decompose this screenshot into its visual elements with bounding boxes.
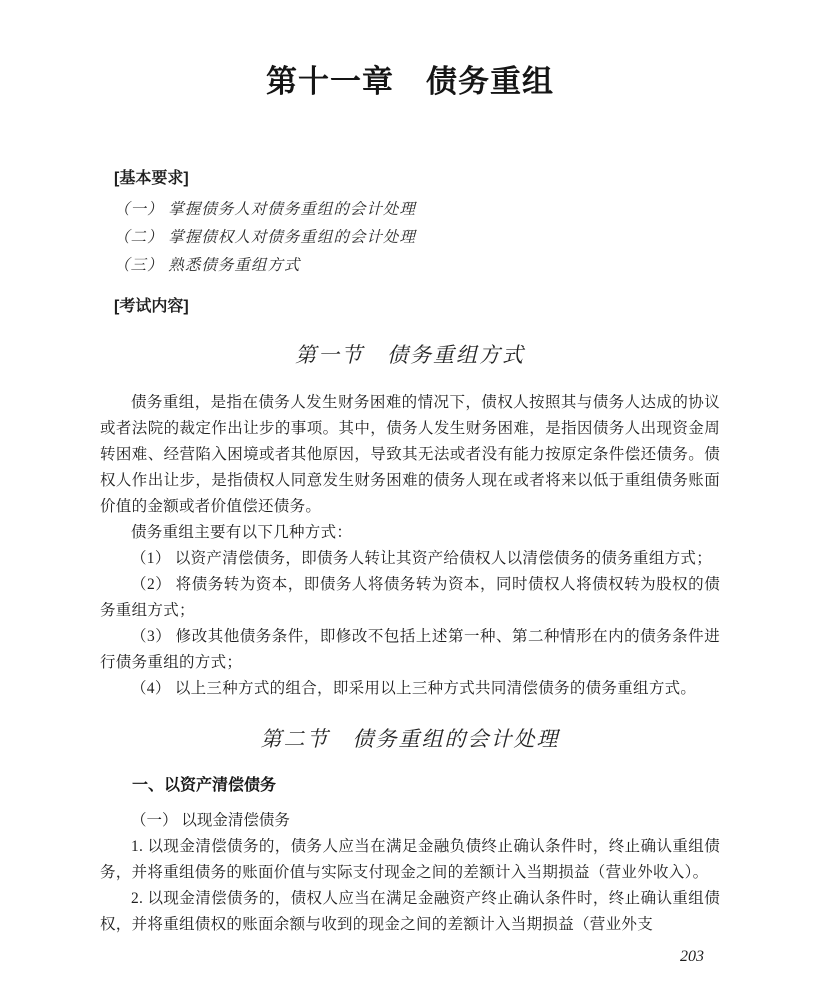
list-paragraph: （2） 将债务转为资本，即债务人将债务转为资本，同时债权人将债权转为股权的债务重组方式； [100, 576, 720, 619]
section-2-title: 第二节 债务重组的会计处理 [260, 727, 560, 751]
basic-requirements-list [114, 196, 720, 280]
subsection-1-heading: 一、以资产清偿债务 [132, 777, 277, 794]
list-paragraph: （3） 修改其他债务条件，即修改不包括上述第一种、第二种情形在内的债务条件进行债务重组的方式； [100, 628, 720, 671]
requirement-item: （一） 掌握债务人对债务重组的会计处理 [114, 201, 416, 218]
list-paragraph: （4） 以上三种方式的组合，即采用以上三种方式共同清偿债务的债务重组方式。 [131, 680, 697, 697]
section-1-title: 第一节 债务重组方式 [295, 343, 525, 367]
exam-content-label: [考试内容] [114, 298, 189, 315]
requirement-item: （三） 熟悉债务重组方式 [114, 257, 301, 274]
requirement-item: （二） 掌握债权人对债务重组的会计处理 [114, 229, 416, 246]
list-paragraph: （1） 以资产清偿债务，即债务人转让其资产给债权人以清偿债务的债务重组方式； [131, 550, 713, 567]
clause-1-heading: （一） 以现金清偿债务 [131, 812, 290, 829]
paragraph: 2. 以现金清偿债务的，债权人应当在满足金融资产终止确认条件时，终止确认重组债权，并将重组债权的账面余额与收到的现金之间的差额计入当期损益（营业外支 [100, 890, 720, 933]
paragraph: 1. 以现金清偿债务的，债务人应当在满足金融负债终止确认条件时，终止确认重组债务，并将重组债务的账面价值与实际支付现金之间的差额计入当期损益（营业外收入）。 [100, 838, 720, 881]
paragraph: 债务重组，是指在债务人发生财务困难的情况下，债权人按照其与债务人达成的协议或者法院的裁定作出让步的事项。其中，债务人发生财务困难，是指因债务人出现资金周转困难、经营陷入困境或者其他原因，导致其无法或者没有能力按原定条件偿还债务。债权人作出让步，是指债权人同意发生财务困难的债务人现在或者将来以低于重组债务账面价值的金额或者价值偿还债务。 [100, 394, 720, 515]
chapter-title: 第十一章 债务重组 [266, 64, 554, 99]
paragraph: 债务重组主要有以下几种方式： [131, 524, 353, 541]
basic-requirements-section [100, 168, 720, 280]
basic-requirements-label: [基本要求] [114, 170, 189, 187]
page-number: 203 [680, 948, 704, 965]
